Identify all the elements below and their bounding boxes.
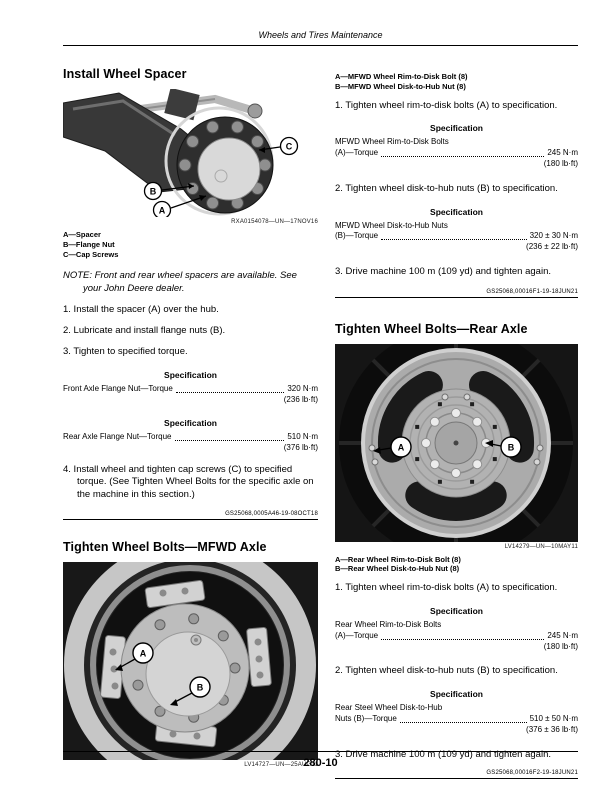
- dot-leader: [381, 231, 526, 240]
- section-heading-install-wheel-spacer: Install Wheel Spacer: [63, 67, 187, 81]
- spec-table-rear-disk-to-hub: [335, 689, 578, 735]
- figure-legend: [335, 555, 578, 575]
- step-item: 4. Install wheel and tighten cap screws (C) to specified torque. (See Tighten Wheel Bolts for the specific axle on the machine in this section.): [63, 463, 314, 501]
- hub-fitting-center: [194, 638, 198, 642]
- dot-leader: [381, 148, 544, 157]
- spec-label: (B)—Torque: [335, 231, 379, 241]
- figure-mfwd-wheel: [63, 562, 318, 760]
- legend-item: B—Rear Wheel Disk-to-Hub Nut (8): [335, 564, 460, 574]
- header-rule: [63, 45, 578, 46]
- spec-title: Specification: [430, 123, 483, 134]
- figure-install-wheel-spacer: [63, 89, 318, 217]
- spec-label: (A)—Torque: [335, 630, 379, 640]
- spec-table-rear-rim-to-disk: [335, 606, 578, 652]
- spec-value: 245 N·m: [547, 148, 578, 158]
- callout-a-label: A: [139, 648, 147, 659]
- section-heading-rear-axle: Tighten Wheel Bolts—Rear Axle: [335, 321, 528, 336]
- spec-title: Specification: [164, 370, 217, 381]
- spec-table-mfwd-disk-to-hub: [335, 207, 578, 253]
- spec-table-rear-axle: [63, 418, 318, 454]
- section-heading-mfwd-axle: Tighten Wheel Bolts—MFWD Axle: [63, 539, 267, 554]
- page-number: 280-10: [303, 757, 338, 769]
- spec-table-mfwd-rim-to-disk: [335, 123, 578, 169]
- spec-label-line1: Rear Wheel Rim-to-Disk Bolts: [335, 620, 442, 630]
- spec-value-paren: (180 lb·ft): [543, 158, 578, 168]
- step-item: 1. Tighten wheel rim-to-disk bolts (A) to specification.: [335, 582, 558, 594]
- spec-value: 320 N·m: [287, 384, 318, 394]
- left-column: [63, 60, 318, 768]
- legend-item: C—Cap Screws: [63, 249, 119, 259]
- note-text: NOTE: Front and rear wheel spacers are available. See your John Deere dealer.: [63, 270, 297, 295]
- spec-title: Specification: [164, 417, 217, 428]
- section-rule: [335, 297, 578, 298]
- spec-label: (A)—Torque: [335, 148, 379, 158]
- spec-title: Specification: [430, 606, 483, 617]
- step-item: 3. Tighten to specified torque.: [63, 345, 188, 357]
- section-rule: [335, 778, 578, 779]
- dot-leader: [400, 714, 527, 723]
- right-column: [335, 60, 578, 779]
- step-item: 2. Tighten wheel disk-to-hub nuts (B) to specification.: [335, 182, 558, 194]
- figure-caption: LV14727—UN—25AUG11: [244, 761, 318, 768]
- hub-center: [454, 440, 459, 445]
- dot-leader: [381, 631, 544, 640]
- hub-cap: [198, 138, 260, 200]
- callout-b-label: B: [149, 186, 157, 197]
- footer-rule: [63, 751, 578, 752]
- spec-value: 510 ± 50 N·m: [529, 714, 578, 724]
- spec-value-paren: (376 ± 36 lb·ft): [526, 724, 578, 734]
- figure-rear-wheel: [335, 344, 578, 542]
- doc-code: GS25068,00016F2-19-18JUN21: [486, 770, 578, 777]
- step-item: 3. Drive machine 100 m (109 yd) and tighten again.: [335, 265, 551, 277]
- running-title: Wheels and Tires Maintenance: [258, 30, 383, 40]
- callout-b-label: B: [196, 682, 204, 693]
- step-item: 1. Install the spacer (A) over the hub.: [63, 303, 219, 315]
- spec-value-paren: (376 lb·ft): [283, 442, 318, 452]
- doc-code: GS25068,0005A46-19-08OCT18: [225, 510, 318, 517]
- dot-leader: [175, 432, 285, 441]
- page-footer: [63, 748, 578, 769]
- hub-cap: [146, 632, 230, 716]
- spec-label: Nuts (B)—Torque: [335, 714, 397, 724]
- spec-label: Rear Axle Flange Nut—Torque: [63, 431, 172, 441]
- callout-a-label: A: [397, 442, 405, 453]
- spec-label-line1: Rear Steel Wheel Disk-to-Hub: [335, 703, 443, 713]
- step-item: 2. Tighten wheel disk-to-hub nuts (B) to specification.: [335, 665, 558, 677]
- ball-joint: [248, 104, 262, 118]
- figure-legend: [335, 72, 578, 92]
- legend-item: B—MFWD Wheel Disk-to-Hub Nut (8): [335, 81, 466, 91]
- section-rule: [63, 519, 318, 520]
- spec-value-paren: (180 lb·ft): [543, 641, 578, 651]
- spec-table-front-axle: [63, 370, 318, 406]
- callout-b-label: B: [507, 442, 515, 453]
- step-item: 2. Lubricate and install flange nuts (B).: [63, 324, 226, 336]
- spec-label-line1: MFWD Wheel Rim-to-Disk Bolts: [335, 137, 449, 147]
- spec-value: 320 ± 30 N·m: [529, 231, 578, 241]
- spec-value-paren: (236 ± 22 lb·ft): [526, 242, 578, 252]
- spec-value: 245 N·m: [547, 630, 578, 640]
- callout-c-label: C: [285, 141, 293, 152]
- legend-item: B—Flange Nut: [63, 239, 115, 249]
- spec-title: Specification: [430, 206, 483, 217]
- figure-caption: RXA0154078—UN—17NOV16: [231, 219, 318, 225]
- legend-item: A—Rear Wheel Rim-to-Disk Bolt (8): [335, 554, 461, 564]
- spec-value: 510 N·m: [287, 431, 318, 441]
- step-item: 3. Drive machine 100 m (109 yd) and tighten again.: [335, 748, 551, 760]
- step-item: 1. Tighten wheel rim-to-disk bolts (A) to specification.: [335, 99, 558, 111]
- callout-a-label: A: [158, 205, 166, 216]
- legend-item: A—MFWD Wheel Rim-to-Disk Bolt (8): [335, 72, 468, 81]
- spec-label-line1: MFWD Wheel Disk-to-Hub Nuts: [335, 220, 448, 230]
- doc-code: GS25068,00016F1-19-18JUN21: [486, 288, 578, 295]
- figure-legend: [63, 230, 318, 259]
- dot-leader: [176, 384, 284, 393]
- spec-title: Specification: [430, 689, 483, 700]
- page-header: [63, 30, 578, 46]
- spec-value-paren: (236 lb·ft): [283, 395, 318, 405]
- figure-caption: LV14279—UN—10MAY11: [504, 543, 578, 550]
- spec-label: Front Axle Flange Nut—Torque: [63, 384, 173, 394]
- legend-item: A—Spacer: [63, 230, 101, 239]
